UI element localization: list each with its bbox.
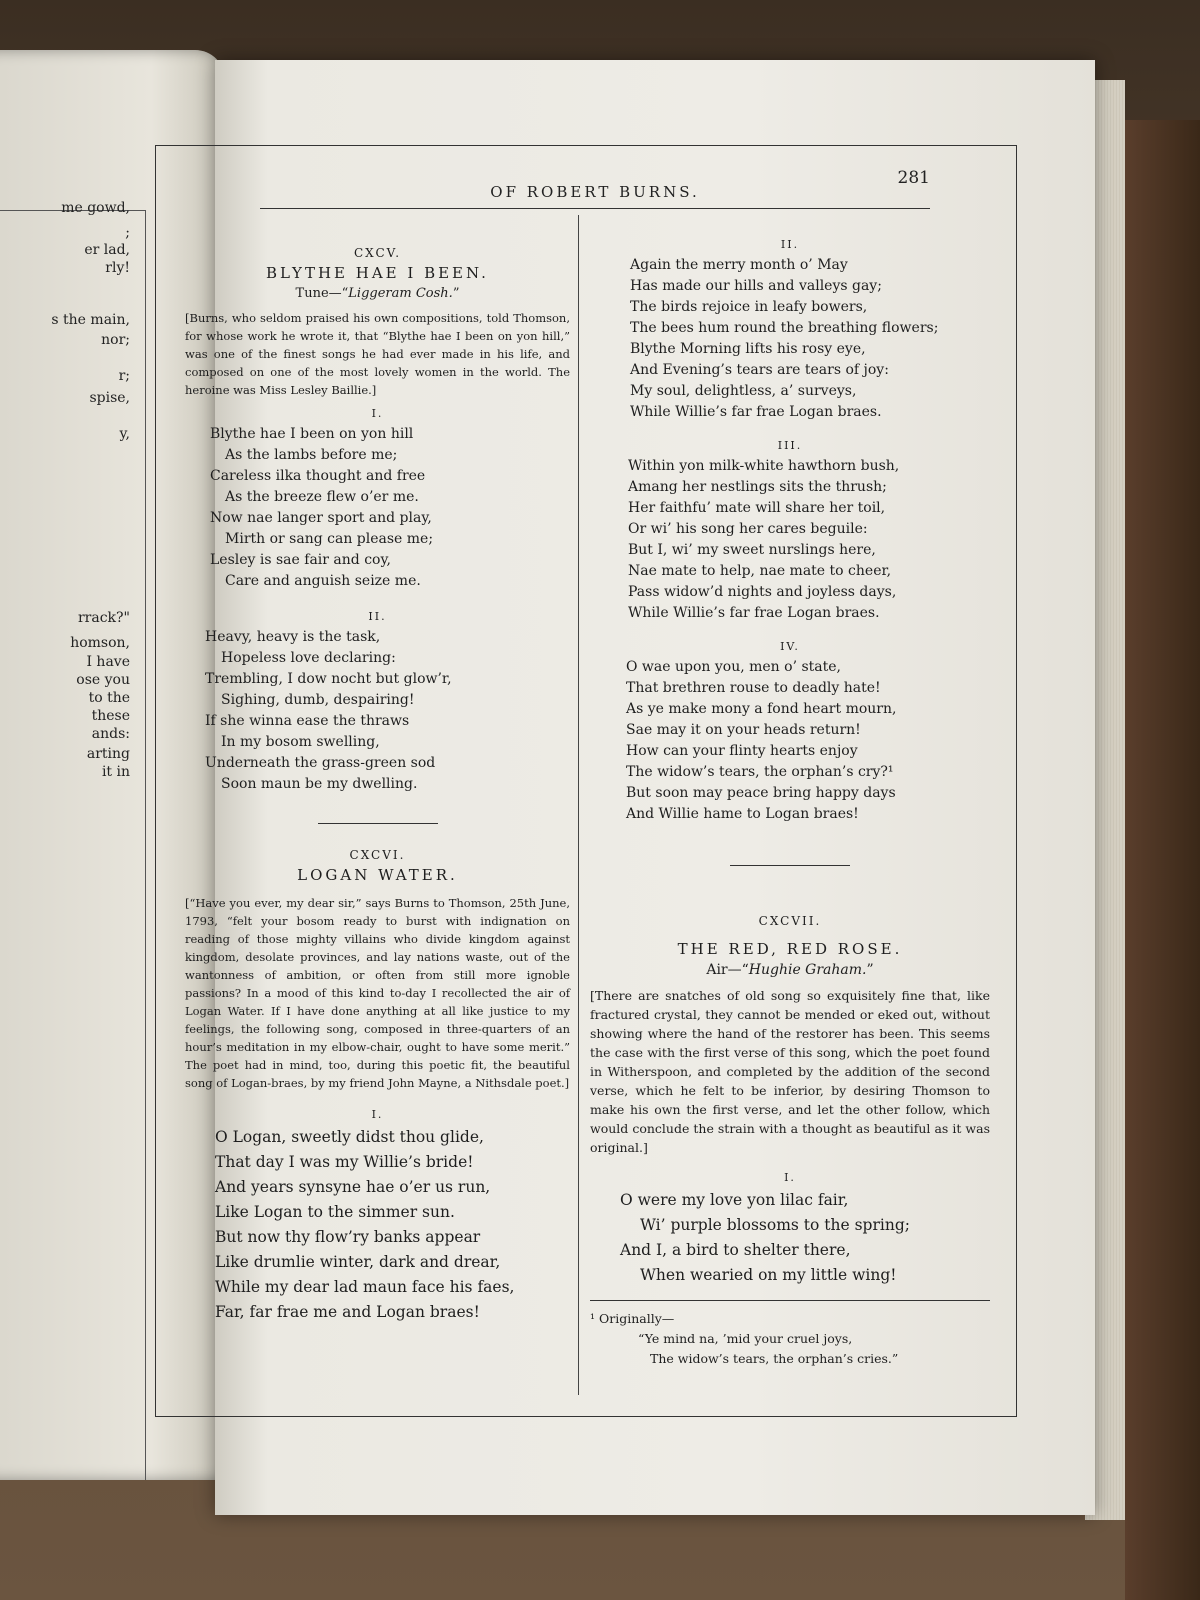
running-head <box>260 168 930 209</box>
right-column <box>590 230 990 1369</box>
verse-line: As ye make mony a fond heart mourn, <box>626 701 897 717</box>
footnote-lead: ¹ Originally— <box>590 1311 675 1326</box>
verse-line: And Evening’s tears are tears of joy: <box>630 362 889 378</box>
left-page-fragment: I have <box>86 654 130 670</box>
verse-line: My soul, delightless, a’ surveys, <box>630 383 857 399</box>
verse-line: Blythe Morning lifts his rosy eye, <box>630 341 866 357</box>
verse-line: Pass widow’d nights and joyless days, <box>628 584 897 600</box>
verse-line: Amang her nestlings sits the thrush; <box>628 479 887 495</box>
footnote-line: “Ye mind na, ’mid your cruel joys, <box>638 1331 853 1346</box>
stanza-number: II. <box>368 610 387 623</box>
air-name: Hughie Graham. <box>748 962 867 978</box>
verse-line: When wearied on my little wing! <box>640 1266 897 1284</box>
left-page-fragment: ; <box>125 225 130 241</box>
verse-line: Her faithfu’ mate will share her toil, <box>628 500 886 516</box>
verse-line: O wae upon you, men o’ state, <box>626 659 841 675</box>
song-headnote: [Burns, who seldom praised his own compositions, told Thomson, for whose work he wrote it, that “Blythe hae I been on yon hill,” was one of the finest songs he had ever made in his life, and composed on one of the most lovely women in the world. The heroine was Miss Lesley Baillie.] <box>185 311 570 397</box>
stanza <box>185 424 570 592</box>
song-air <box>590 962 990 978</box>
verse-line: Or wi’ his song her cares beguile: <box>628 521 868 537</box>
verse-line: Wi’ purple blossoms to the spring; <box>640 1216 910 1234</box>
verse-line: O Logan, sweetly didst thou glide, <box>215 1128 484 1146</box>
verse-line: Far, far frae me and Logan braes! <box>215 1303 480 1321</box>
verse-line: But I, wi’ my sweet nurslings here, <box>628 542 876 558</box>
verse-line: O were my love yon lilac fair, <box>620 1191 849 1209</box>
left-page-fragment: spise, <box>89 390 130 406</box>
stanza <box>590 456 990 624</box>
stanza-number: I. <box>371 407 384 420</box>
verse-line: As the lambs before me; <box>225 447 398 463</box>
stanza-number: I. <box>784 1171 796 1184</box>
stanza <box>590 657 990 825</box>
song-title: LOGAN WATER. <box>297 866 458 884</box>
stanza-number: III. <box>777 439 803 452</box>
verse-line: Sae may it on your heads return! <box>626 722 861 738</box>
verse-line: Like Logan to the simmer sun. <box>215 1203 455 1221</box>
stanza <box>590 1188 990 1288</box>
song-title: BLYTHE HAE I BEEN. <box>266 264 489 282</box>
left-page-fragment: arting <box>86 746 130 762</box>
footnote <box>590 1309 990 1369</box>
song-headnote: [There are snatches of old song so exquisitely fine that, like fractured crystal, they cannot be mended or eked out, without showing where the hand of the restorer has been. This seems the case with the first verse of this song, which the poet found in Witherspoon, and completed by the addition of the second verse, which he felt to be inferior, by desiring Thomson to make his own the first verse, and let the other follow, which would conclude the strain with a thought as beautiful as it was original.] <box>590 988 990 1155</box>
song-headnote: [“Have you ever, my dear sir,” says Burns to Thomson, 25th June, 1793, “felt your bosom ready to burst with indignation on reading of those mighty villains who divide kingdom against kingdom, desolate provinces, and lay nations waste, out of the wantonness of ambition, or often from still more ignoble passions? In a mood of this kind to-day I recollected the air of Logan Water. If I have done anything at all like justice to my feelings, the following song, composed in three-quarters of an hour’s meditation in my elbow-chair, ought to have some merit.” The poet had in mind, too, during this poetic fit, the beautiful song of Logan-braes, by my friend John Mayne, a Nithsdale poet.] <box>185 896 570 1090</box>
verse-line: In my bosom swelling, <box>221 734 380 750</box>
verse-line: Within yon milk-white hawthorn bush, <box>628 458 900 474</box>
verse-line: As the breeze flew o’er me. <box>225 489 419 505</box>
song-number: CXCV. <box>353 246 402 260</box>
verse-line: Has made our hills and valleys gay; <box>630 278 882 294</box>
left-column <box>185 240 570 1325</box>
verse-line: While my dear lad maun face his faes, <box>215 1278 515 1296</box>
left-page-fragment: ands: <box>91 726 130 742</box>
left-page-fragment: r; <box>118 368 130 384</box>
verse-line: If she winna ease the thraws <box>205 713 410 729</box>
verse-line: While Willie’s far frae Logan braes. <box>630 404 882 420</box>
verse-line: Now nae langer sport and play, <box>210 510 432 526</box>
verse-line: Soon maun be my dwelling. <box>221 776 418 792</box>
left-page-fragment: these <box>91 708 130 724</box>
left-page-fragment: to the <box>88 690 130 706</box>
left-page-fragment: y, <box>119 426 130 442</box>
verse-line: Hopeless love declaring: <box>221 650 396 666</box>
left-page-fragment: it in <box>101 764 130 780</box>
verse-line: Trembling, I dow nocht but glow’r, <box>205 671 452 687</box>
tune-name: Liggeram Cosh. <box>348 286 453 301</box>
verse-line: And years synsyne hae o’er us run, <box>215 1178 491 1196</box>
verse-line: And Willie hame to Logan braes! <box>626 806 859 822</box>
left-page-fragment: ose you <box>76 672 130 688</box>
left-page-fragment: homson, <box>70 635 130 651</box>
verse-line: And I, a bird to shelter there, <box>620 1241 851 1259</box>
running-title: OF ROBERT BURNS. <box>490 183 700 201</box>
stanza-number: I. <box>371 1108 384 1121</box>
footnote-rule <box>590 1300 990 1301</box>
column-rule <box>578 215 579 1395</box>
verse-line: Careless ilka thought and free <box>210 468 426 484</box>
verse-line: Mirth or sang can please me; <box>225 531 434 547</box>
tune-prefix: Tune—“ <box>295 286 349 301</box>
verse-line: Sighing, dumb, despairing! <box>221 692 415 708</box>
left-page-fragment: rly! <box>105 260 130 276</box>
stanza-number: IV. <box>780 640 800 653</box>
verse-line: Nae mate to help, nae mate to cheer, <box>628 563 892 579</box>
stanza-number: II. <box>780 238 800 251</box>
left-page-fragment: nor; <box>101 332 130 348</box>
footnote-line: The widow’s tears, the orphan’s cries.” <box>650 1351 899 1366</box>
section-rule <box>318 823 438 824</box>
verse-line: The bees hum round the breathing flowers; <box>630 320 939 336</box>
air-suffix: ” <box>866 962 874 978</box>
verse-line: That day I was my Willie’s bride! <box>215 1153 474 1171</box>
verse-line: Underneath the grass-green sod <box>205 755 436 771</box>
verse-line: Like drumlie winter, dark and drear, <box>215 1253 501 1271</box>
verse-line: Again the merry month o’ May <box>630 257 848 273</box>
verse-line: Heavy, heavy is the task, <box>205 629 381 645</box>
page-number: 281 <box>897 168 930 188</box>
verse-line: But soon may peace bring happy days <box>626 785 896 801</box>
song-number: CXCVII. <box>758 914 822 928</box>
verse-line: While Willie’s far frae Logan braes. <box>628 605 880 621</box>
tune-suffix: ” <box>452 286 460 301</box>
left-page-fragment: s the main, <box>51 312 130 328</box>
verse-line: That brethren rouse to deadly hate! <box>626 680 881 696</box>
left-page-fragment: me gowd, <box>61 200 130 216</box>
left-page-fragment: er lad, <box>84 242 130 258</box>
verse-line: How can your flinty hearts enjoy <box>626 743 858 759</box>
song-title: THE RED, RED ROSE. <box>677 940 903 958</box>
verse-line: But now thy flow’ry banks appear <box>215 1228 481 1246</box>
verse-line: The birds rejoice in leafy bowers, <box>630 299 868 315</box>
verse-line: Care and anguish seize me. <box>225 573 421 589</box>
air-prefix: Air—“ <box>706 962 749 978</box>
verse-line: Blythe hae I been on yon hill <box>210 426 414 442</box>
song-number: CXCVI. <box>349 848 406 862</box>
verse-line: The widow’s tears, the orphan’s cry?¹ <box>626 764 894 780</box>
stanza <box>590 255 990 423</box>
verse-line: Lesley is sae fair and coy, <box>210 552 391 568</box>
left-page-fragment: rrack?" <box>77 610 130 626</box>
song-tune <box>185 286 570 301</box>
stanza <box>185 627 570 795</box>
stanza <box>185 1125 570 1325</box>
book-spine <box>1125 120 1200 1600</box>
section-rule <box>730 865 850 866</box>
